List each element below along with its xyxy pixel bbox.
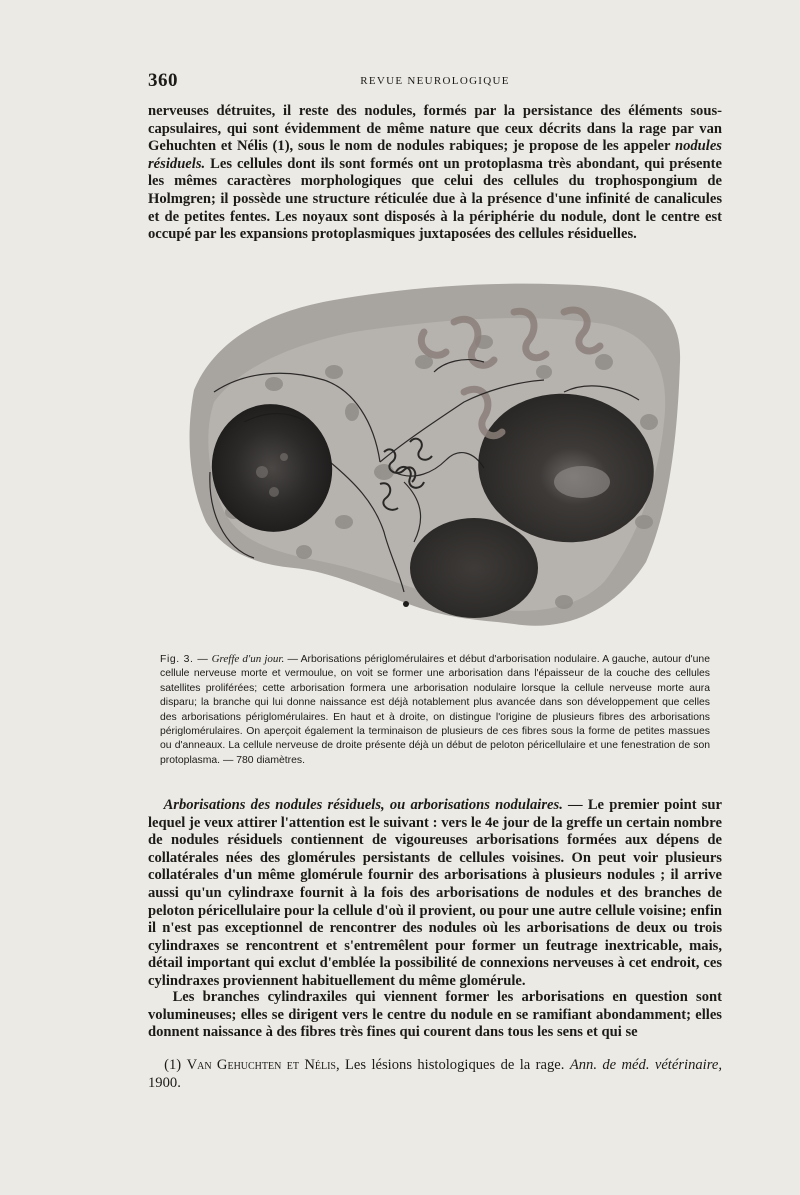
paragraph-2-heading: Arborisations des nodules résiduels, ou arborisations nodulaires. bbox=[163, 797, 563, 813]
figure-caption bbox=[160, 652, 710, 768]
figure-caption-text: — Arborisations périglomérulaires et début d'arborisation nodulaire. A gauche, autour d'une cellule nerveuse morte et vermoulue, on voit se former une arborisation dans l'épaisseur de la couche des cellules satellites proliférées; cette arborisation formera une arborisation nodulaire lorsque la cellule nerveuse morte aura disparu; la branche qui lui donne naissance est déjà notablement plus avancée dans son développement que celles des arborisations périglomérulaires. En haut et à droite, on distingue l'origine de plusieurs fibres des arborisations périglomérulaires. On aperçoit également la terminaison de plusieurs de ces fibres sous la forme de petites massues ou d'anneaux. La cellule nerveuse de droite présente déjà un début de peloton péricellulaire et une fenestration de son protoplasma. — 780 diamètres. bbox=[160, 654, 710, 766]
figure-micrograph bbox=[184, 272, 684, 644]
footnote-authors: Van Gehuchten et Nélis, bbox=[186, 1057, 340, 1073]
figure-title: Greffe d'un jour. bbox=[211, 653, 285, 665]
page-number: 360 bbox=[148, 70, 178, 91]
paragraph-1 bbox=[148, 103, 722, 244]
journal-title: REVUE NEUROLOGIQUE bbox=[360, 75, 510, 87]
running-head bbox=[148, 70, 722, 92]
figure-label: Fig. 3. — bbox=[160, 654, 209, 665]
micrograph-illustration bbox=[184, 272, 684, 644]
paragraph-1-italic: nodules résiduels. bbox=[148, 138, 722, 172]
footnote-year: 1900. bbox=[148, 1074, 181, 1091]
footnote-marker: (1) bbox=[164, 1057, 182, 1073]
paragraph-1-rest: Les cellules dont ils sont formés ont un protoplasma très abondant, qui présente les mêmes caractères morphologiques que celui des cellules du trophospongium de Holmgren; il possède une structure réticulée due à la présence d'une infinité de canalicules et de petites fentes. Les noyaux sont disposés à la périphérie du nodule, dont le centre est occupé par les expansions protoplasmiques juxtaposées des cellules résiduelles. bbox=[148, 155, 722, 243]
footnote-text: Les lésions histologiques de la rage. bbox=[339, 1057, 565, 1073]
paragraph-1-text: nerveuses détruites, il reste des nodules, formés par la persistance des éléments sous-capsulaires, qui sont évidemment de même nature que ceux décrits dans la rage par van Gehuchten et Nélis (1), sous le nom de nodules rabiques; je propose de les appeler bbox=[148, 103, 722, 155]
paragraph-3-text: Les branches cylindraxiles qui viennent former les arborisations en question sont volumineuses; elles se dirigent vers le centre du nodule en se ramifiant abondamment; elles donnent naissance à des fibres très fines qui courent dans tous les sens et qui se bbox=[148, 989, 722, 1041]
footnote bbox=[148, 1057, 722, 1092]
footnote-journal: Ann. de méd. vétérinaire, bbox=[569, 1057, 722, 1073]
paragraph-3 bbox=[148, 989, 722, 1042]
paragraph-2-text: — Le premier point sur lequel je veux attirer l'attention est le suivant : vers le 4e jour de la greffe un certain nombre de nodules résiduels contiennent de vigoureuses arborisations formées aux dépens de collatérales nées des glomérules persistants de cellules voisines. On peut voir plusieurs collatérales d'un même glomérule fournir des arborisations à plusieurs nodules ; il arrive aussi qu'un cylindraxe fournit à la fois des arborisations de nodules et des branches de peloton péricellulaire pour la cellule d'où il provient, ou pour une autre cellule voisine; enfin il n'est pas exceptionnel de rencontrer des nodules où les arborisations de deux ou trois cylindraxes se rencontrent et s'entremêlent pour former un feutrage inextricable, mais, détail important qui exclut d'emblée la possibilité de connexions nerveuses à cet endroit, ces cylindraxes proviennent habituellement du même glomérule. bbox=[148, 797, 723, 989]
paragraph-2 bbox=[148, 797, 722, 991]
